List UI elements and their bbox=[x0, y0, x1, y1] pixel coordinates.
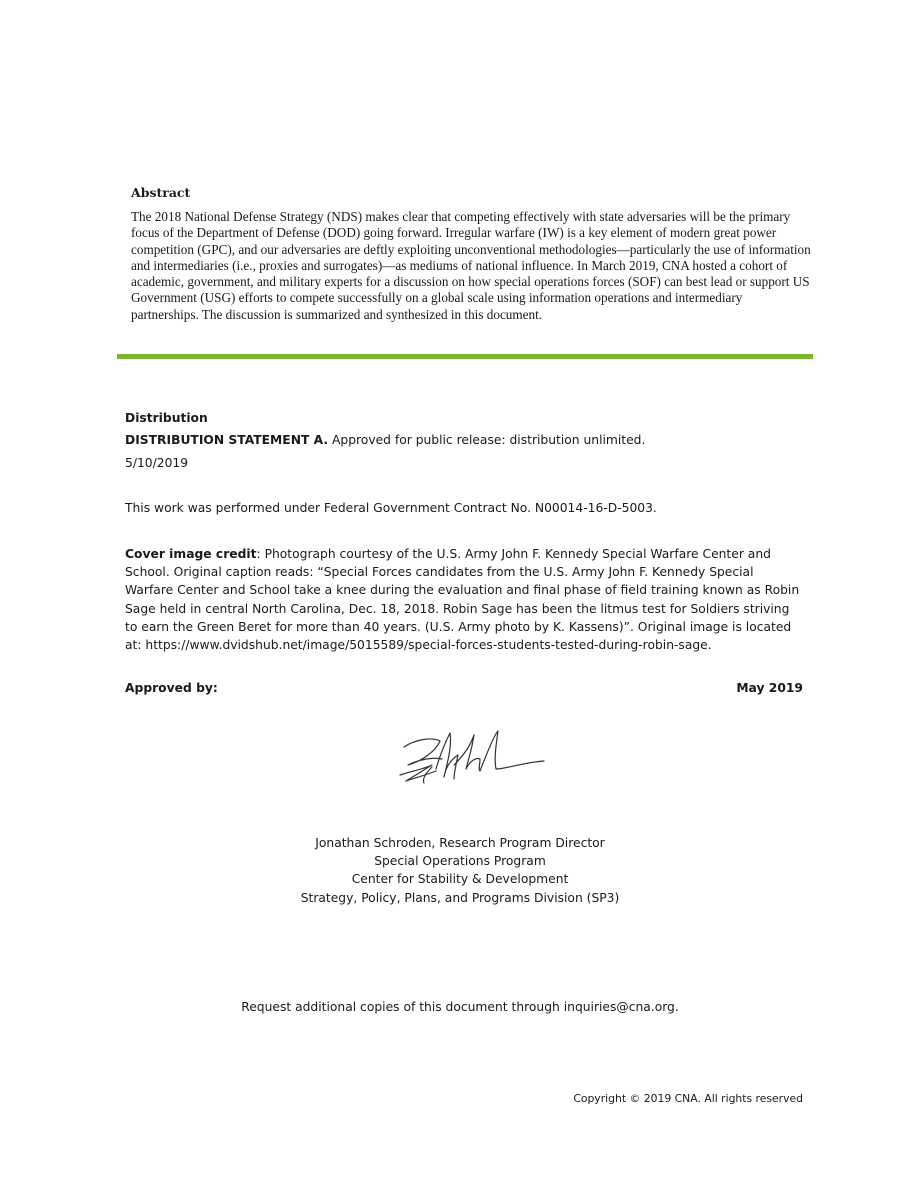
distribution-heading: Distribution bbox=[125, 411, 208, 425]
signatory-division: Strategy, Policy, Plans, and Programs Division (SP3) bbox=[300, 890, 620, 905]
section-divider bbox=[117, 354, 813, 359]
abstract-heading: Abstract bbox=[131, 185, 191, 200]
signatory-program: Special Operations Program bbox=[374, 854, 546, 869]
distribution-statement bbox=[125, 433, 645, 447]
distribution-date: 5/10/2019 bbox=[125, 456, 189, 470]
cover-image-credit bbox=[125, 545, 805, 654]
distribution-statement-label: DISTRIBUTION STATEMENT A. bbox=[125, 433, 329, 447]
contract-statement: This work was performed under Federal Government Contract No. N00014-16-D-5003. bbox=[125, 501, 657, 515]
request-copies-text: Request additional copies of this document through inquiries@cna.org. bbox=[241, 1000, 679, 1014]
copyright-notice: Copyright © 2019 CNA. All rights reserved bbox=[573, 1092, 803, 1105]
abstract-body: The 2018 National Defense Strategy (NDS) makes clear that competing effectively with state adversaries will be the primary focus of the Department of Defense (DOD) going forward. Irregular warfare (IW) is a key element of modern great power competition (GPC), and our adversaries are deftly exploiting unconventional methodologies—particularly the use of information and intermediaries (i.e., proxies and surrogates)—as mediums of national influence. In March 2019, CNA hosted a cohort of academic, government, and military experts for a discussion on how special operations forces (SOF) can best lead or support US Government (USG) efforts to compete successfully on a global scale using information operations and intermediary partnerships. The discussion is summarized and synthesized in this document. bbox=[131, 209, 811, 322]
cover-credit-text: : Photograph courtesy of the U.S. Army John F. Kennedy Special Warfare Center and School. Original caption reads: “Special Forces candidates from the U.S. Army John F. Kennedy Special Warfare Center and School take a knee during the evaluation and final phase of field training known as Robin Sage held in central North Carolina, Dec. 18, 2018. Robin Sage has been the litmus test for Soldiers striving to earn the Green Beret for more than 40 years. (U.S. Army photo by K. Kassens)”. Original image is located at: https://www.dvidshub.net/image/5015589/special-forces-students-tested-during-robin-sage. bbox=[125, 547, 800, 653]
distribution-statement-text: Approved for public release: distribution unlimited. bbox=[328, 433, 646, 447]
approved-by-label: Approved by: bbox=[125, 681, 218, 695]
cover-credit-label: Cover image credit bbox=[125, 547, 257, 561]
signatory-name-title: Jonathan Schroden, Research Program Director bbox=[315, 836, 605, 850]
signature-icon bbox=[396, 725, 546, 787]
signatory-center: Center for Stability & Development bbox=[351, 872, 569, 887]
approval-date: May 2019 bbox=[736, 681, 803, 695]
signatory-block bbox=[260, 834, 660, 907]
